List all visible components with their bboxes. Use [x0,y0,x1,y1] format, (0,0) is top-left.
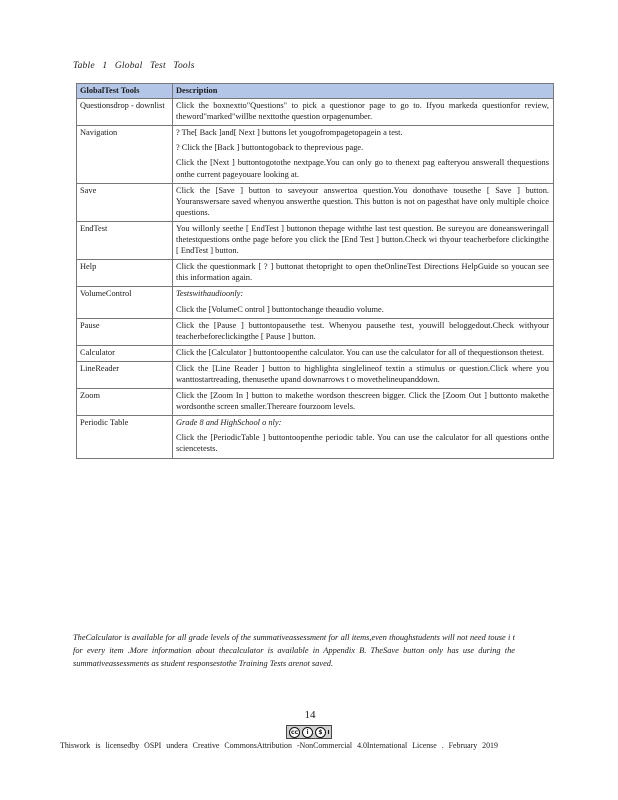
tool-description [173,361,554,388]
table-row [77,183,554,221]
tool-description [173,287,554,318]
table-row [77,345,554,361]
tool-description [173,260,554,287]
description-text: Click the questionmark [ ? ] buttonat thetopright to open theOnlineTest Directions HelpGuide so youcan see this information again. [176,262,549,283]
tool-name: LineReader [77,361,173,388]
header-description: Description [173,84,554,99]
description-text: Click the [PeriodicTable ] buttontoopenthe periodic table. You can use the calculator for all questions onthe sciencetests. [176,433,549,454]
description-text: Click the [Pause ] buttontopausethe test. Whenyou pausethe test, youwill beloggedout.Check withyour teacherbeforeclickingthe [ Pause ] button. [176,320,549,341]
tool-description [173,416,554,458]
tool-name: Pause [77,318,173,345]
tool-name: Questionsdrop - downlist [77,99,173,126]
table-row [77,260,554,287]
calculator-note: TheCalculator is available for all grade levels of the summativeassessment for all items,even thoughstudents will not need touse i t for every item .More information about thecalculator is available in Appendix B. TheSave button only has use during the summativeassessments as student responsestothe Training Tests arenot saved. [73,633,515,669]
tool-name: Save [77,183,173,221]
description-text: Click the [Zoom In ] button to makethe wordson thescreen bigger. Click the [Zoom Out ] buttonto makethe wordsonthe screen smaller.Thereare fourzoom levels. [176,391,549,412]
description-text: Click the [Next ] buttontogotothe nextpage.You can only go to thenext pag eafteryou answerall thequestions onthe current pageyouare looking at. [176,158,549,179]
description-text: Click the [Line Reader ] button to highlighta singlelineof textin a stimulus or question.Click where you wanttostartreading, thenusethe upand downarrows t o movethelineupanddown. [176,363,549,384]
table-row [77,318,554,345]
global-test-tools-table [76,83,554,459]
table-row [77,99,554,126]
tool-name: EndTest [77,221,173,259]
by-glyph: i [302,727,313,738]
table-row [77,126,554,183]
table-row [77,416,554,458]
description-text: Click the [Save ] button to saveyour answertoa question.You donothave tousethe [ Save ] button. Youranswersare saved whenyou answerthe question. This button is not on pagesthat have only multiple choice questions. [176,185,549,217]
tool-description [173,221,554,259]
tool-name: Periodic Table [77,416,173,458]
header-tool: GlobalTest Tools [77,84,173,99]
tool-name: Navigation [77,126,173,183]
tool-description [173,183,554,221]
tool-name: VolumeControl [77,287,173,318]
description-text: Testswithaudioonly: [176,289,244,299]
table-row [77,287,554,318]
table-row [77,389,554,416]
tool-name: Help [77,260,173,287]
nc-glyph: $ [315,727,326,738]
description-text: ? Click the [Back ] buttontogoback to theprevious page. [176,143,364,153]
table-row [77,361,554,388]
table-caption: Table 1 Global Test Tools [73,61,195,71]
description-text: Grade 8 and HighSchool o nly: [176,418,282,428]
page-number: 14 [304,709,316,721]
description-text: ? The[ Back ]and[ Next ] buttons let yougofrompagetopagein a test. [176,128,403,138]
cc-glyph: cc [290,728,299,736]
tool-description [173,126,554,183]
table-row [77,221,554,259]
description-text: Click the [Calculator ] buttontoopenthe calculator. You can use the calculator for all of thequestionson thetest. [176,347,544,357]
tool-description [173,389,554,416]
description-text: You willonly seethe [ EndTest ] buttonon thepage withthe last test question. Be sureyou are doneansweringall thetestquestions onthe page before you click the [End Test ] button.Check wi thyour teacherbefore clickingthe [ EndTest ] button. [176,223,549,256]
table-header-row [77,84,554,99]
tool-description [173,345,554,361]
tool-name: Calculator [77,345,173,361]
description-text: Click the [VolumeC ontrol ] buttontochange theaudio volume. [176,304,384,314]
tool-description [173,99,554,126]
description-text: Click the boxnextto"Questions" to pick a questionor page to go to. Ifyou markeda questionfor review, theword"marked"willbe nexttothe question orpagenumber. [176,101,549,122]
tool-description [173,318,554,345]
license-bar [328,730,329,734]
license-footer: Thiswork is licensedby OSPI undera Creative CommonsAttribution -NonCommercial 4.0International License . February 2019 [60,741,498,750]
cc-by-nc-icon [286,725,332,739]
tool-name: Zoom [77,389,173,416]
